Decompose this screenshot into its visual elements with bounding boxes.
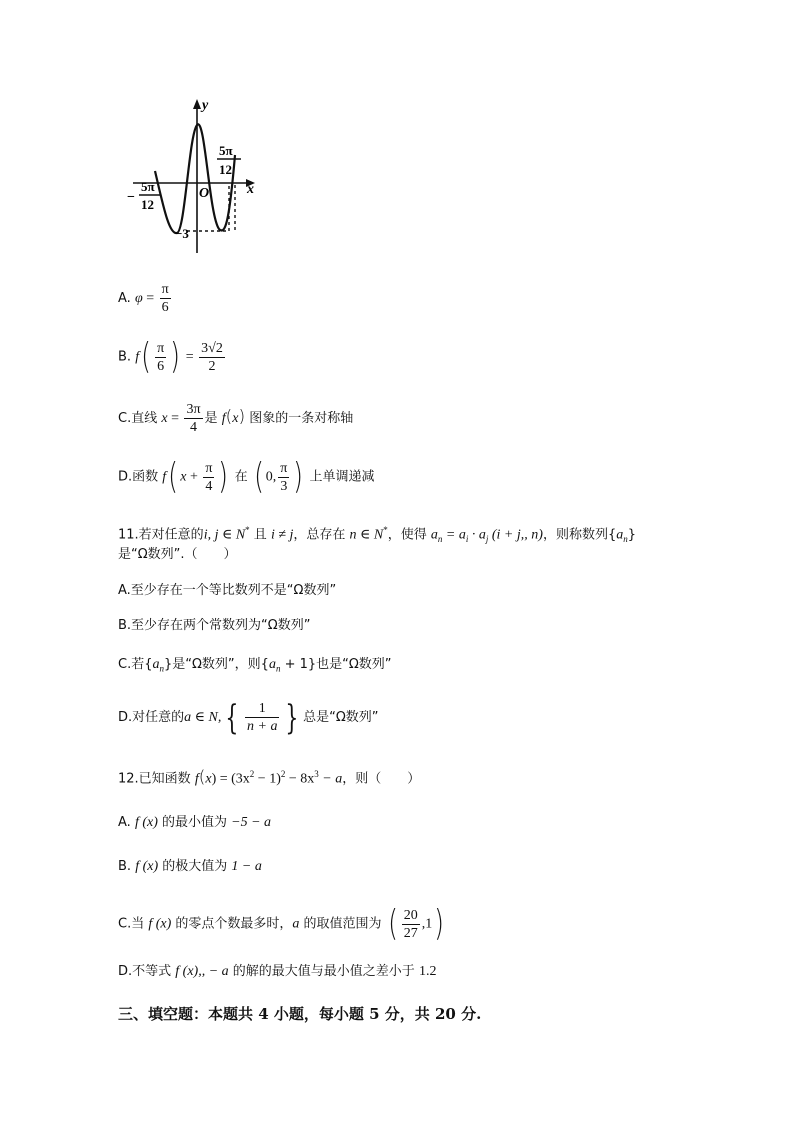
neg-label-den: 12 xyxy=(141,197,154,212)
right-paren: ) xyxy=(434,903,445,944)
math: a xyxy=(292,916,300,932)
numerator: π xyxy=(205,460,213,476)
math: ,, − a xyxy=(198,964,229,979)
math: a xyxy=(152,657,160,672)
sub: n xyxy=(623,533,628,544)
math: − a xyxy=(318,771,343,787)
text: 11.若对任意的 xyxy=(118,527,204,543)
text: 图象的一条对称轴 xyxy=(245,411,354,426)
text: 的极大值为 xyxy=(158,859,232,874)
var-x: x xyxy=(232,411,239,426)
math: f (x) xyxy=(134,815,158,830)
sup: * xyxy=(383,525,388,535)
numerator: π xyxy=(161,282,169,297)
fraction xyxy=(155,340,166,375)
right-paren: ) xyxy=(293,456,304,497)
func-f: f xyxy=(135,349,140,365)
option-10b xyxy=(118,336,227,377)
plus: + xyxy=(186,469,202,485)
math: i, j ∈ N xyxy=(203,527,246,543)
numerator: 3π xyxy=(186,402,201,417)
option-10c xyxy=(118,401,353,436)
sup: 2 xyxy=(249,769,255,779)
pos-label-den: 12 xyxy=(219,162,232,177)
equals: = xyxy=(142,291,158,306)
zero: 0, xyxy=(265,469,277,485)
text: }是“Ω数列”，则{ xyxy=(163,657,269,672)
text: + 1}也是“Ω数列” xyxy=(280,657,392,672)
option-label: D.函数 xyxy=(118,469,163,485)
function-graph-figure xyxy=(125,95,265,260)
math: f xyxy=(194,771,199,787)
math: −5 − a xyxy=(231,815,272,830)
numerator: 3√2 xyxy=(201,340,223,356)
option-12d xyxy=(118,963,436,981)
text: 总是“Ω数列” xyxy=(303,710,379,725)
option-10a xyxy=(118,281,173,316)
math: ,1 xyxy=(421,916,433,932)
paren: ) xyxy=(238,407,246,427)
right-paren: ) xyxy=(218,456,229,497)
denominator: 4 xyxy=(190,420,197,435)
text: ，则（ ） xyxy=(342,771,421,787)
text: D.对任意的 xyxy=(118,710,185,725)
y-axis-arrow-icon xyxy=(193,99,201,109)
numerator: 20 xyxy=(403,907,418,923)
denominator: 3 xyxy=(280,478,288,494)
denominator: 2 xyxy=(208,358,216,374)
text: 是“Ω数列”.（ ） xyxy=(118,547,237,562)
text: ，总存在 xyxy=(293,527,350,543)
fraction xyxy=(402,907,420,942)
left-paren: ( xyxy=(253,456,264,497)
left-paren: ( xyxy=(141,336,152,377)
text: 是 xyxy=(204,411,222,426)
text: 的取值范围为 xyxy=(299,916,386,932)
sub: n xyxy=(437,533,443,544)
left-brace: { xyxy=(225,697,239,738)
option-11a xyxy=(118,582,336,600)
text: 12.已知函数 xyxy=(118,771,195,787)
section-heading: 三、填空题：本题共 4 小题，每小题 5 分，共 20 分. xyxy=(118,1005,482,1023)
text: 在 xyxy=(230,469,252,485)
sine-curve xyxy=(155,124,235,233)
origin-label: O xyxy=(199,186,210,201)
left-paren: ( xyxy=(168,456,179,497)
paren: ( xyxy=(198,767,206,788)
math: · a xyxy=(468,527,486,543)
math: x xyxy=(205,771,212,787)
text: ，则称数列{ xyxy=(542,527,617,543)
math: f (x) xyxy=(175,964,199,979)
func-f: f xyxy=(221,411,226,426)
math: i ≠ j xyxy=(270,527,294,543)
math: 1 − a xyxy=(231,859,262,874)
func-f: f xyxy=(162,469,167,485)
math: (i + j,, n) xyxy=(488,527,543,543)
option-label: A. xyxy=(118,291,135,306)
denominator: 4 xyxy=(205,478,213,494)
denominator: 27 xyxy=(403,925,418,941)
numerator: π xyxy=(280,460,288,476)
text: 的零点个数最多时， xyxy=(171,916,293,932)
text: C.若{ xyxy=(118,657,153,672)
fraction xyxy=(199,340,225,375)
math: ) = (3x xyxy=(211,771,250,787)
option-11d xyxy=(118,697,379,738)
math: 1.2 xyxy=(418,964,437,979)
min-label: −3 xyxy=(175,226,189,241)
fraction xyxy=(184,401,202,436)
math: − 1) xyxy=(254,771,281,787)
text: 且 xyxy=(249,527,271,543)
math: a xyxy=(616,527,624,543)
left-paren: ( xyxy=(387,903,398,944)
text: 的最小值为 xyxy=(157,815,232,830)
question-11-stem-2 xyxy=(118,546,237,564)
math: f (x) xyxy=(148,916,172,932)
var-x: x xyxy=(161,411,168,426)
sup: * xyxy=(245,525,250,535)
sup: 2 xyxy=(280,769,286,779)
paren: ( xyxy=(225,407,233,427)
text: B.至少存在两个常数列为“Ω数列” xyxy=(118,618,311,633)
fraction xyxy=(160,281,171,316)
denominator: 6 xyxy=(161,300,169,315)
denominator: 6 xyxy=(157,358,165,374)
math: a xyxy=(268,657,276,672)
question-11-stem xyxy=(118,521,636,548)
text: C.当 xyxy=(118,916,149,932)
text: ，使得 xyxy=(387,527,431,543)
equals: = xyxy=(182,349,198,365)
question-12-stem xyxy=(118,765,420,788)
option-label: B. xyxy=(118,349,136,365)
text: B. xyxy=(118,859,136,874)
neg-label-num: 5π xyxy=(141,179,155,194)
math: − 8x xyxy=(285,771,315,787)
option-12c xyxy=(118,903,446,944)
math: f (x) xyxy=(135,859,159,874)
text: A.至少存在一个等比数列不是“Ω数列” xyxy=(118,583,337,598)
option-11c xyxy=(118,656,392,678)
text: 上单调递减 xyxy=(305,469,375,485)
option-12b xyxy=(118,858,262,876)
text: } xyxy=(627,527,636,543)
math: n ∈ N xyxy=(349,527,384,543)
text: A. xyxy=(118,815,135,830)
text: D.不等式 xyxy=(118,964,176,979)
sub: n xyxy=(275,663,281,674)
sub: n xyxy=(159,663,164,674)
right-paren: ) xyxy=(170,336,181,377)
text: 的解的最大值与最小值之差小于 xyxy=(228,964,419,979)
y-axis-label: y xyxy=(202,98,209,113)
math: a ∈ N, xyxy=(184,710,222,725)
x-axis-label: x xyxy=(247,182,254,197)
neg-label-minus: − xyxy=(127,190,135,205)
sub: i xyxy=(465,533,469,544)
pos-label-num: 5π xyxy=(219,143,233,158)
option-11b xyxy=(118,617,310,635)
numerator: 1 xyxy=(245,700,279,718)
option-10d xyxy=(118,456,375,497)
fraction xyxy=(203,460,214,495)
fraction xyxy=(245,700,279,735)
sup: 3 xyxy=(314,769,319,779)
var-x: x xyxy=(180,469,187,485)
right-brace: } xyxy=(285,697,299,738)
numerator: π xyxy=(157,340,165,356)
math: a xyxy=(430,527,438,543)
option-label: C.直线 xyxy=(118,411,162,426)
equals: = xyxy=(167,411,183,426)
phi-symbol: φ xyxy=(134,291,143,306)
sub: j xyxy=(485,533,489,544)
fraction xyxy=(278,460,289,495)
option-12a xyxy=(118,814,271,832)
math: = a xyxy=(442,527,466,543)
denominator: n + a xyxy=(247,719,278,734)
